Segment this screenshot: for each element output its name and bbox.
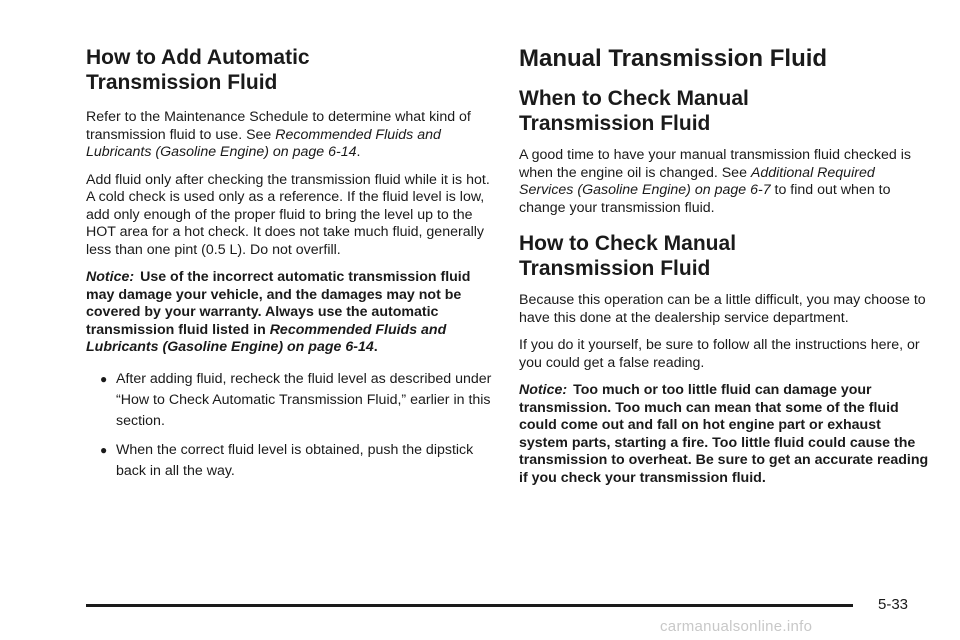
list-item	[86, 440, 494, 482]
footer-rule	[86, 604, 853, 607]
paragraph-text: .	[356, 144, 361, 160]
heading-line-1: How to Add Automatic	[86, 46, 310, 69]
notice-label: Notice:	[519, 382, 568, 398]
paragraph-do-it-yourself: If you do it yourself, be sure to follow all the instructions here, or you could get a false reading.	[519, 337, 920, 371]
heading-line-1: When to Check Manual	[519, 87, 749, 110]
heading-line-1: How to Check Manual	[519, 232, 737, 255]
cross-reference-link[interactable]: Recommended Fluids and Lubricants (Gasoline Engine) on page 6-14	[86, 126, 441, 160]
notice-text: .	[373, 339, 378, 355]
paragraph-text: Refer to the Maintenance Schedule to determine what kind of transmission fluid to use. See	[86, 109, 471, 143]
bullet-list	[86, 369, 494, 482]
watermark: carmanualsonline.info	[660, 618, 813, 635]
heading-line-2: Transmission Fluid	[86, 71, 278, 94]
heading-add-automatic-fluid	[86, 45, 494, 95]
right-column	[519, 0, 929, 487]
list-item	[86, 369, 494, 432]
notice-incorrect-fluid	[86, 269, 494, 357]
paragraph-text: to find out when to change your transmission fluid.	[519, 182, 891, 216]
paragraph-text: A good time to have your manual transmission fluid checked is when the engine oil is changed. See	[519, 147, 911, 181]
list-item-text: After adding fluid, recheck the fluid level as described under “How to Check Automatic Transmission Fluid,” earlier in this section.	[116, 370, 492, 429]
bullet-dot-icon: ●	[100, 442, 108, 457]
heading-line-2: Transmission Fluid	[519, 257, 711, 280]
heading-line-2: Transmission Fluid	[519, 112, 711, 135]
notice-text: Too much or too little fluid can damage your transmission. Too much can mean that some of the fluid could come out and fall on hot engine part or exhaust system parts, starting a fire. Too little fluid could cause the transmission to overheat. Be sure to get an accurate reading if you check your transmission fluid.	[519, 382, 929, 486]
cross-reference-link[interactable]: Recommended Fluids and Lubricants (Gasoline Engine) on page 6-14	[86, 321, 447, 355]
page-title: Manual Transmission Fluid	[519, 45, 828, 72]
paragraph-add-fluid: Add fluid only after checking the transmission fluid while it is hot. A cold check is used only as a reference. If the fluid level is low, add only enough of the proper fluid to bring the level up to the HOT area for a hot check. It does not take much fluid, generally less than one pint (0.5 L). Do not overfill.	[86, 171, 490, 258]
list-item-text: When the correct fluid level is obtained, push the dipstick back in all the way.	[116, 441, 474, 479]
page-number: 5-33	[878, 596, 909, 613]
paragraph-good-time	[519, 147, 929, 217]
bullet-dot-icon: ●	[100, 371, 108, 386]
notice-label: Notice:	[86, 269, 135, 285]
paragraph-difficult: Because this operation can be a little difficult, you may choose to have this done at the dealership service department.	[519, 292, 926, 326]
notice-text: Use of the incorrect automatic transmission fluid may damage your vehicle, and the damages may not be covered by your warranty. Always use the automatic transmission fluid listed in	[86, 269, 471, 338]
cross-reference-link[interactable]: Additional Required Services (Gasoline Engine) on page 6-7	[519, 164, 875, 198]
heading-how-to-check	[519, 231, 929, 281]
heading-when-to-check	[519, 86, 929, 136]
left-column	[86, 0, 494, 482]
notice-fluid-amount	[519, 382, 929, 487]
paragraph-refer-schedule	[86, 109, 494, 162]
